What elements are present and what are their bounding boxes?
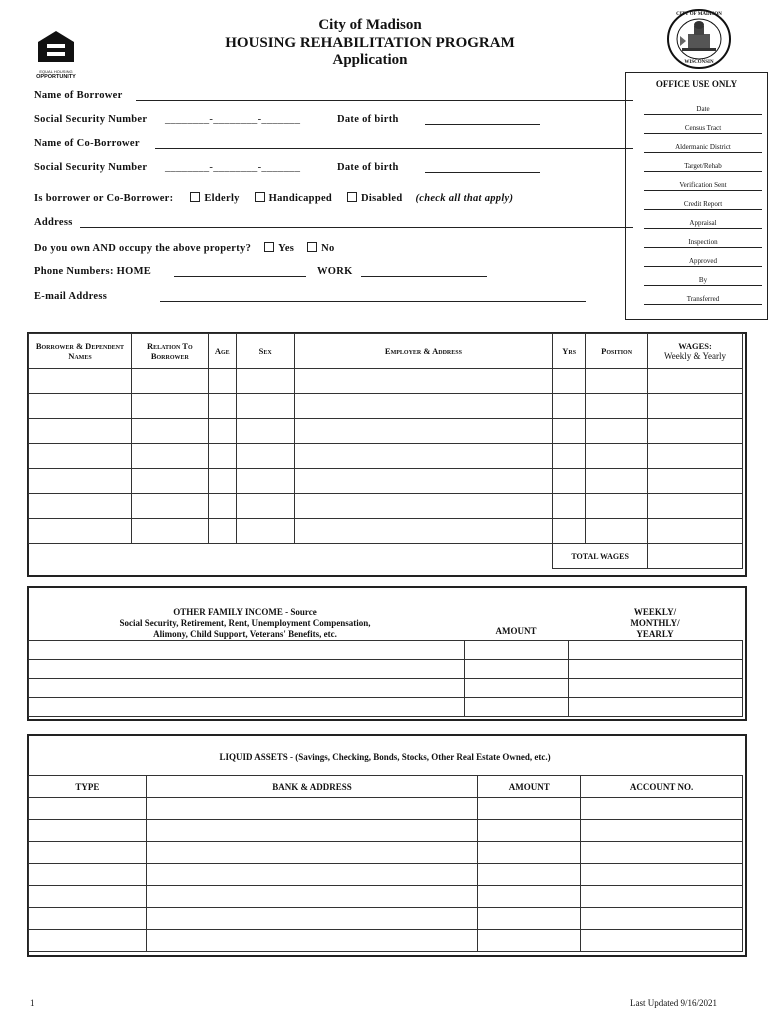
table-row[interactable] xyxy=(29,660,743,679)
assets-account-header: ACCOUNT NO. xyxy=(581,776,743,798)
coborrower-name-field[interactable] xyxy=(155,148,633,149)
work-phone-field[interactable] xyxy=(361,276,487,277)
income-table xyxy=(28,640,743,717)
dob-field[interactable] xyxy=(425,124,540,125)
assets-title: LIQUID ASSETS - (Savings, Checking, Bonds, Stocks, Other Real Estate Owned, etc.) xyxy=(219,752,551,762)
household-header-row xyxy=(29,334,743,369)
table-row[interactable] xyxy=(29,842,743,864)
freq-yearly: YEARLY xyxy=(636,629,674,639)
income-amount-header: AMOUNT xyxy=(495,626,537,636)
seal-text-top: CITY OF MADISON xyxy=(676,12,722,17)
eho-text-bottom: OPPORTUNITY xyxy=(36,74,76,80)
eho-text-top: EQUAL HOUSING xyxy=(39,69,73,74)
coborrower-dob-label: Date of birth xyxy=(337,162,399,173)
col-yrs-header: Yrs xyxy=(553,334,586,369)
borrower-name-field[interactable] xyxy=(136,100,633,101)
office-item-aldermanic-district: Aldermanic District xyxy=(644,143,762,153)
office-item-date: Date xyxy=(644,105,762,115)
coborrower-ssn-label: Social Security Number xyxy=(34,162,148,173)
elderly-checkbox[interactable] xyxy=(190,192,200,202)
col-relation-header: Relation To Borrower xyxy=(131,334,208,369)
table-row[interactable] xyxy=(29,930,743,952)
ssn-label: Social Security Number xyxy=(34,114,148,125)
assets-header-row xyxy=(29,776,743,798)
office-use-box xyxy=(625,72,768,320)
table-row[interactable] xyxy=(29,820,743,842)
income-subtitle-2: Alimony, Child Support, Veterans' Benefits, etc. xyxy=(153,629,337,639)
page-number: 1 xyxy=(30,998,35,1008)
office-item-verification-sent: Verification Sent xyxy=(644,181,762,191)
assets-type-header: TYPE xyxy=(29,776,147,798)
disabled-checkbox[interactable] xyxy=(347,192,357,202)
income-subtitle-1: Social Security, Retirement, Rent, Unemployment Compensation, xyxy=(119,618,371,628)
dob-label: Date of birth xyxy=(337,114,399,125)
col-sex-header: Sex xyxy=(236,334,294,369)
phone-label: Phone Numbers: HOME xyxy=(34,266,152,277)
col-employer-header: Employer & Address xyxy=(294,334,553,369)
office-use-title: OFFICE USE ONLY xyxy=(655,79,738,89)
seal-text-bottom: WISCONSIN xyxy=(684,60,714,65)
table-row[interactable] xyxy=(29,394,743,419)
ssn-field[interactable]: ________-________-_______ xyxy=(165,114,301,125)
col-age-header: Age xyxy=(208,334,236,369)
table-row[interactable] xyxy=(29,698,743,717)
coborrower-name-label: Name of Co-Borrower xyxy=(34,138,140,149)
wages-header-sub: Weekly & Yearly xyxy=(664,351,727,361)
office-item-credit-report: Credit Report xyxy=(644,200,762,210)
total-wages-row xyxy=(29,544,743,569)
wages-header-title: WAGES: xyxy=(678,341,712,351)
table-row[interactable] xyxy=(29,419,743,444)
office-item-appraisal: Appraisal xyxy=(644,219,762,229)
table-row[interactable] xyxy=(29,494,743,519)
office-item-census-tract: Census Tract xyxy=(644,124,762,134)
borrower-name-label: Name of Borrower xyxy=(34,90,123,101)
last-updated: Last Updated 9/16/2021 xyxy=(630,998,717,1008)
email-label: E-mail Address xyxy=(34,291,108,302)
col-names-header: Borrower & Dependent Names xyxy=(29,334,132,369)
own-occupy-question xyxy=(34,242,335,254)
table-row[interactable] xyxy=(29,519,743,544)
table-row[interactable] xyxy=(29,469,743,494)
total-wages-field[interactable] xyxy=(648,544,743,569)
address-field[interactable] xyxy=(80,227,633,228)
handicapped-checkbox[interactable] xyxy=(255,192,265,202)
col-wages-header xyxy=(648,334,743,369)
office-item-by: By xyxy=(644,276,762,286)
yes-checkbox[interactable] xyxy=(264,242,274,252)
office-item-approved: Approved xyxy=(644,257,762,267)
assets-amount-header: AMOUNT xyxy=(478,776,581,798)
table-row[interactable] xyxy=(29,444,743,469)
table-row[interactable] xyxy=(29,641,743,660)
coborrower-dob-field[interactable] xyxy=(425,172,540,173)
table-row[interactable] xyxy=(29,908,743,930)
email-field[interactable] xyxy=(160,301,586,302)
office-item-inspection: Inspection xyxy=(644,238,762,248)
own-occupy-label: Do you own AND occupy the above property? xyxy=(34,243,252,254)
table-row[interactable] xyxy=(29,886,743,908)
no-checkbox[interactable] xyxy=(307,242,317,252)
freq-monthly: MONTHLY/ xyxy=(630,618,680,628)
office-item-target-rehab: Target/Rehab xyxy=(644,162,762,172)
status-question-label: Is borrower or Co-Borrower: xyxy=(34,193,174,204)
table-row[interactable] xyxy=(29,369,743,394)
income-frequency-header xyxy=(600,607,710,640)
table-row[interactable] xyxy=(29,679,743,698)
equal-housing-icon xyxy=(34,30,78,64)
status-question xyxy=(34,192,513,204)
col-position-header: Position xyxy=(586,334,648,369)
check-all-note: (check all that apply) xyxy=(415,193,514,204)
income-title: OTHER FAMILY INCOME - Source xyxy=(173,607,317,617)
household-table xyxy=(28,333,743,569)
table-row[interactable] xyxy=(29,798,743,820)
assets-table xyxy=(28,775,743,952)
income-title-block xyxy=(40,607,450,640)
assets-bank-header: BANK & ADDRESS xyxy=(146,776,477,798)
table-row[interactable] xyxy=(29,864,743,886)
home-phone-field[interactable] xyxy=(174,276,306,277)
form-title: Application xyxy=(332,52,408,68)
city-seal xyxy=(666,8,732,70)
program-title: HOUSING REHABILITATION PROGRAM xyxy=(225,35,515,51)
no-label: No xyxy=(321,243,335,254)
handicapped-label: Handicapped xyxy=(268,193,333,204)
work-label: WORK xyxy=(317,266,353,277)
address-label: Address xyxy=(34,217,73,228)
coborrower-ssn-field[interactable]: ________-________-_______ xyxy=(165,162,301,173)
freq-weekly: WEEKLY/ xyxy=(633,607,677,617)
city-title: City of Madison xyxy=(318,17,422,33)
disabled-label: Disabled xyxy=(361,193,403,204)
yes-label: Yes xyxy=(278,243,295,254)
office-item-transferred: Transferred xyxy=(644,295,762,305)
equal-housing-logo xyxy=(34,30,78,80)
elderly-label: Elderly xyxy=(204,193,240,204)
total-wages-label: TOTAL WAGES xyxy=(553,544,648,569)
